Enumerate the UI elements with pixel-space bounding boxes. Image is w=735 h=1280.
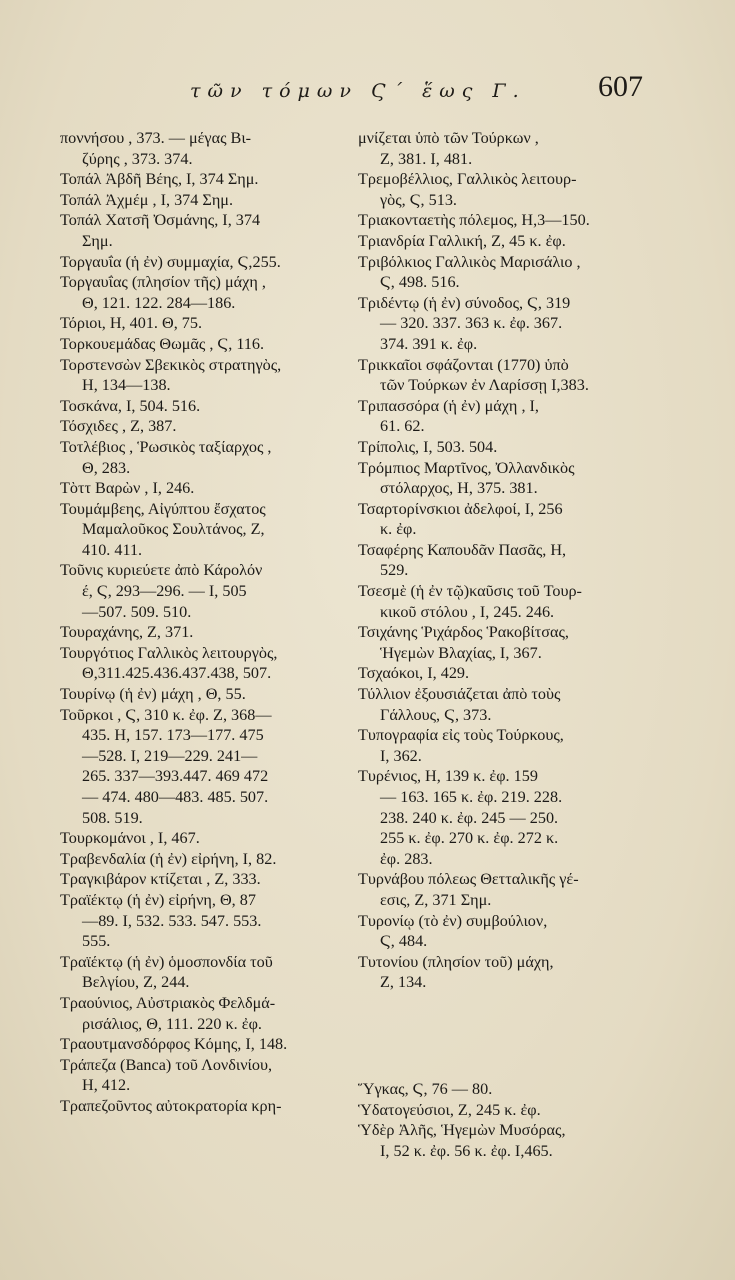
index-entry — [60, 272, 350, 313]
index-entry-line: Τοῦρκοι , Ϛ, 310 κ. ἐφ. Ζ, 368— — [60, 705, 272, 724]
index-entry-line: Τραϊέκτῳ (ἡ ἐν) εἰρήνη, Θ, 87 — [60, 890, 256, 909]
index-entry-line: Τσαφέρης Καπουδᾶν Πασᾶς, Η, — [358, 540, 567, 559]
index-entry-line: ζύρης , 373. 374. — [82, 149, 193, 168]
index-entry — [60, 499, 350, 561]
index-entry-line: Ὑδατογεύσιοι, Ζ, 245 κ. ἐφ. — [358, 1100, 541, 1119]
index-entry-line: Τόριοι, Η, 401. Θ, 75. — [60, 314, 203, 333]
index-entry-line: Τόσχιδες , Ζ, 387. — [60, 417, 177, 436]
index-entry-line: Τραούνιος, Αὐστριακὸς Φελδμά- — [60, 993, 276, 1012]
index-entry-line: έ, Ϛ, 293—296. — Ι, 505 — [82, 582, 247, 601]
index-entry-line: Τοργαυΐας (πλησίον τῆς) μάχη , — [60, 273, 266, 292]
index-entry — [358, 252, 658, 293]
index-entry — [358, 1120, 658, 1161]
index-entry-line: Ζ, 381. Ι, 481. — [380, 149, 473, 168]
index-entry — [60, 705, 350, 829]
index-entry-line: Τουμάμβεης, Αἰγύπτου ἔσχατος — [60, 499, 266, 518]
index-entry-line: Τραβενδαλία (ἡ ἐν) εἰρήνη, Ι, 82. — [60, 849, 277, 868]
index-entry-line: Γάλλους, Ϛ, 373. — [380, 705, 492, 724]
index-entry — [358, 1079, 658, 1100]
index-entry — [358, 231, 658, 252]
index-entry-line: Τυρνάβου πόλεως Θετταλικῆς γέ- — [358, 870, 579, 889]
index-entry — [60, 1096, 350, 1117]
index-entry-line: Ι, 362. — [380, 746, 422, 765]
index-entry-line: ποννήσου , 373. — μέγας Βι- — [60, 129, 252, 147]
index-entry-line: κ. ἐφ. — [380, 520, 417, 539]
index-entry-line: Τριακονταετὴς πόλεμος, Η,3—150. — [358, 211, 590, 230]
index-entry-line: Ἡγεμὼν Βλαχίας, Ι, 367. — [380, 643, 542, 662]
index-entry — [60, 849, 350, 870]
index-entry-line: 529. — [380, 561, 409, 580]
index-entry-line: τῶν Τούρκων ἐν Λαρίσσῃ Ι,383. — [380, 376, 589, 395]
index-entry-line: κικοῦ στόλου , Ι, 245. 246. — [380, 602, 555, 621]
index-entry-line: Τριανδρία Γαλλική, Ζ, 45 κ. ἐφ. — [358, 231, 566, 250]
index-entry-line: Τοπάλ Ἀβδῆ Βέης, Ι, 374 Σημ. — [60, 170, 259, 189]
index-entry-line: Ὑδὲρ Ἀλῆς, Ἡγεμὼν Μυσόρας, — [358, 1121, 566, 1140]
index-entry-line: Τορστενσὼν Σβεκικὸς στρατηγὸς, — [60, 355, 282, 374]
index-entry-line: Τρίπολις, Ι, 503. 504. — [358, 437, 498, 456]
index-entry — [358, 766, 658, 869]
index-entry — [60, 478, 350, 499]
index-entry — [358, 355, 658, 396]
page-header — [0, 68, 735, 108]
index-entry — [358, 725, 658, 766]
index-entry-line: Μαμαλοῦκος Σουλτάνος, Ζ, — [82, 520, 265, 539]
index-entry — [60, 128, 350, 169]
index-entry — [358, 210, 658, 231]
index-entry — [60, 355, 350, 396]
index-entry-line: Η, 412. — [82, 1076, 131, 1095]
index-entry — [60, 890, 350, 952]
index-entry-line: Τοργαυΐα (ἡ ἐν) συμμαχία, Ϛ,255. — [60, 252, 281, 271]
index-entry-line: 238. 240 κ. ἐφ. 245 — 250. — [380, 808, 559, 827]
index-entry-line: Τριδέντῳ (ἡ ἐν) σύνοδος, Ϛ, 319 — [358, 293, 571, 312]
index-entry-line: Σημ. — [82, 231, 113, 250]
index-entry-line: Τυρονίῳ (τὸ ἐν) συμβούλιον, — [358, 911, 548, 930]
index-entry-line: — 163. 165 κ. ἐφ. 219. 228. — [380, 788, 563, 806]
index-entry — [60, 643, 350, 684]
page-number: 607 — [598, 70, 643, 103]
index-entry-line: —528. Ι, 219—229. 241— — [82, 746, 258, 765]
index-entry — [358, 499, 658, 540]
index-entry-line: Θ, 121. 122. 284—186. — [82, 293, 236, 312]
index-entry — [60, 684, 350, 705]
index-entry — [358, 169, 658, 210]
index-entry-line: Βελγίου, Ζ, 244. — [82, 973, 190, 992]
index-entry — [60, 334, 350, 355]
index-entry-line: Τραγκιβάρον κτίζεται , Ζ, 333. — [60, 870, 261, 889]
index-entry-line: Τύλλιον ἐξουσιάζεται ἀπὸ τοὺς — [358, 685, 561, 704]
index-entry — [358, 437, 658, 458]
index-entry-line: Τοσκάνα, Ι, 504. 516. — [60, 396, 201, 415]
index-entry-line: Τοῦνις κυριεύετε ἀπὸ Κάρολόν — [60, 561, 263, 580]
index-entry — [60, 869, 350, 890]
index-entry-line: Τουρκομάνοι , Ι, 467. — [60, 829, 200, 848]
index-entry-line: Τράπεζα (Banca) τοῦ Λονδινίου, — [60, 1055, 273, 1074]
index-entry-line: Τρικκαῖοι σφάζονται (1770) ὑπὸ — [358, 355, 569, 374]
index-entry-line: Τσαρτορίνσκιοι ἀδελφοί, Ι, 256 — [358, 499, 563, 518]
index-entry — [358, 622, 658, 663]
index-entry — [358, 581, 658, 622]
index-entry-line: 555. — [82, 932, 111, 951]
index-entry — [60, 252, 350, 273]
left-column — [60, 128, 350, 1117]
index-entry-line: Τρεμοβέλλιος, Γαλλικὸς λειτουρ- — [358, 170, 577, 189]
index-entry-line: Τυπογραφία εἰς τοὺς Τούρκους, — [358, 726, 564, 745]
index-entry-line: Τσεσμὲ (ἡ ἐν τῷ)καῦσις τοῦ Τουρ- — [358, 582, 582, 601]
index-entry-line: Τουργότιος Γαλλικὸς λειτουργὸς, — [60, 643, 278, 662]
index-entry-line: — 474. 480—483. 485. 507. — [82, 788, 269, 806]
index-entry-line: εσις, Ζ, 371 Σημ. — [380, 890, 492, 909]
index-entry-line: Τουρίνῳ (ἡ ἐν) μάχη , Θ, 55. — [60, 685, 246, 704]
index-entry-line: Τρόμπιος Μαρτῖνος, Ὀλλανδικὸς — [358, 458, 575, 477]
index-entry-line: 265. 337—393.447. 469 472 — [82, 767, 269, 786]
index-entry-line: Τυτονίου (πλησίον τοῦ) μάχη, — [358, 952, 554, 971]
index-entry — [358, 396, 658, 437]
index-entry — [358, 952, 658, 993]
index-entry-line: Τοπάλ Χατσῆ Ὀσμάνης, Ι, 374 — [60, 211, 261, 230]
index-entry — [60, 952, 350, 993]
index-entry-line: 410. 411. — [82, 540, 143, 559]
index-entry-line: Θ,311.425.436.437.438, 507. — [82, 664, 272, 683]
index-entry-line: Τσιχάνης Ῥιχάρδος Ῥακοβίτσας, — [358, 623, 569, 642]
index-entry — [60, 622, 350, 643]
index-entry-line: Τυρένιος, Η, 139 κ. ἐφ. 159 — [358, 767, 538, 786]
index-entry — [60, 396, 350, 417]
index-entry — [60, 993, 350, 1034]
index-entry — [60, 313, 350, 334]
index-entry-line: Θ, 283. — [82, 458, 131, 477]
index-entry — [358, 869, 658, 910]
index-entry — [358, 911, 658, 952]
index-entry-line: Τραπεζοῦντος αὐτοκρατορία κρη- — [60, 1096, 282, 1115]
index-entry-line: Τριπασσόρα (ἡ ἐν) μάχη , Ι, — [358, 396, 539, 415]
section-gap — [358, 993, 658, 1079]
index-entry-line: Τσχαόκοι, Ι, 429. — [358, 664, 470, 683]
index-entry-line: 61. 62. — [380, 417, 425, 436]
index-entry — [358, 1100, 658, 1121]
index-entry — [358, 540, 658, 581]
index-entry-line: — 320. 337. 363 κ. ἐφ. 367. — [380, 314, 563, 333]
index-entry — [60, 828, 350, 849]
index-entry-line: Τοτλέβιος , Ῥωσικὸς ταξίαρχος , — [60, 437, 272, 456]
right-column — [358, 128, 658, 1161]
index-entry — [358, 684, 658, 725]
index-entry-line: ἐφ. 283. — [380, 849, 433, 868]
index-entry — [60, 437, 350, 478]
index-entry-line: Τορκουεμάδας Θωμᾶς , Ϛ, 116. — [60, 334, 265, 353]
index-entry-line: Τοπάλ Ἀχμέμ , Ι, 374 Σημ. — [60, 190, 234, 209]
index-entry-line: Ϛ, 484. — [380, 932, 428, 951]
index-entry-line: στόλαρχος, Η, 375. 381. — [380, 479, 538, 498]
running-head: τῶν τόμων Ϛ΄ ἕως Γ. — [190, 80, 526, 102]
index-entry — [60, 416, 350, 437]
index-entry — [60, 1034, 350, 1055]
index-entry — [60, 190, 350, 211]
index-entry — [60, 1055, 350, 1096]
index-entry-line: 255 κ. ἐφ. 270 κ. ἐφ. 272 κ. — [380, 829, 559, 848]
index-entry-line: Ι, 52 κ. ἐφ. 56 κ. ἐφ. Ι,465. — [380, 1141, 553, 1160]
index-entry-line: Τραϊέκτῳ (ἡ ἐν) ὁμοσπονδία τοῦ — [60, 952, 273, 971]
index-entry-line: Τουραχάνης, Ζ, 371. — [60, 623, 194, 642]
index-entry-line: ρισάλιος, Θ, 111. 220 κ. ἐφ. — [82, 1014, 262, 1033]
index-entry — [358, 663, 658, 684]
index-entry-line: 508. 519. — [82, 808, 143, 827]
index-entry-line: —89. Ι, 532. 533. 547. 553. — [82, 911, 262, 930]
index-entry-line: Τριβόλκιος Γαλλικὸς Μαρισάλιο , — [358, 252, 581, 271]
index-entry-line: Η, 134—138. — [82, 376, 171, 395]
index-entry — [60, 169, 350, 190]
index-entry-line: 435. Η, 157. 173—177. 475 — [82, 726, 264, 745]
index-entry — [358, 128, 658, 169]
index-entry-line: γὸς, Ϛ, 513. — [380, 190, 457, 209]
index-entry — [60, 560, 350, 622]
index-entry-line: Τραουτμανσδόρφος Κόμης, Ι, 148. — [60, 1035, 288, 1054]
index-entry-line: Ὕγκας, Ϛ, 76 — 80. — [358, 1079, 493, 1098]
index-entry-line: —507. 509. 510. — [82, 602, 192, 621]
index-entry-line: Ϛ, 498. 516. — [380, 273, 460, 292]
index-entry-line: μνίζεται ὑπὸ τῶν Τούρκων , — [358, 129, 539, 147]
index-entry — [358, 458, 658, 499]
index-entry — [60, 210, 350, 251]
index-entry — [358, 293, 658, 355]
index-entry-line: Ζ, 134. — [380, 973, 427, 992]
index-entry-line: Τὸττ Βαρὼν , Ι, 246. — [60, 479, 195, 498]
index-entry-line: 374. 391 κ. ἐφ. — [380, 334, 478, 353]
